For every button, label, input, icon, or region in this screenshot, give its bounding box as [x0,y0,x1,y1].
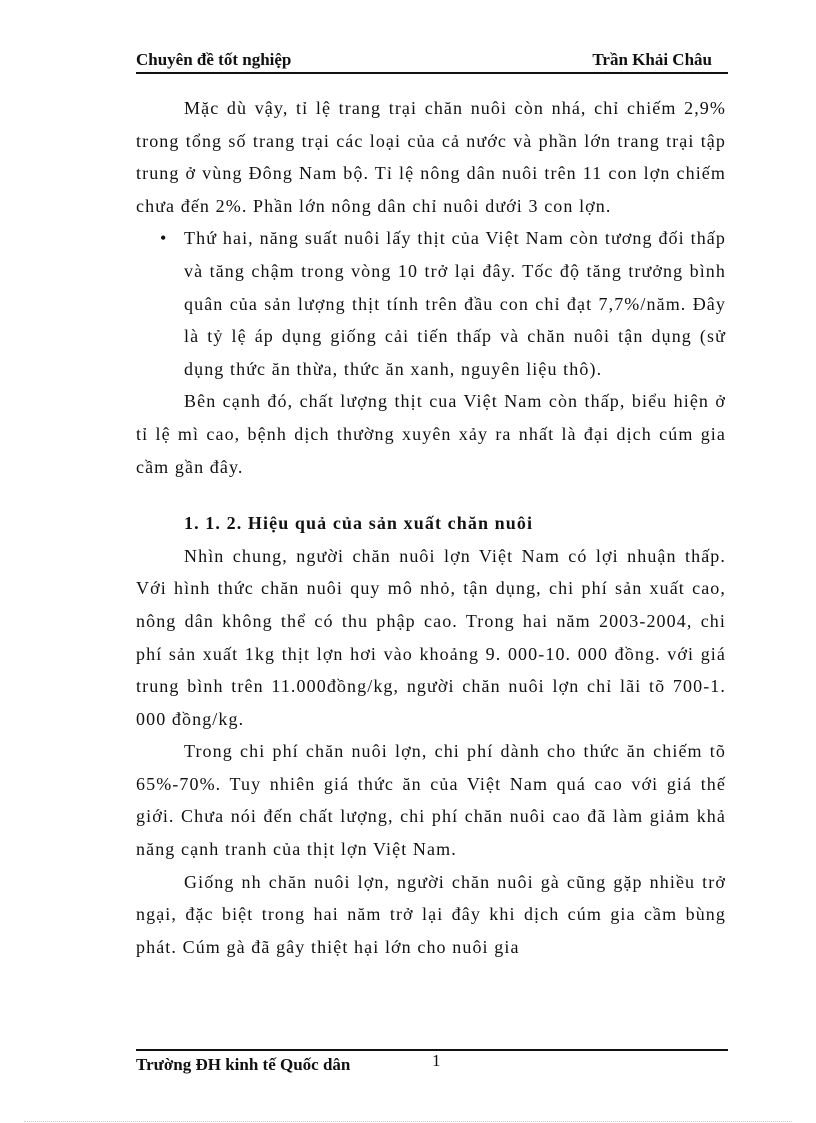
section-heading: 1. 1. 2. Hiệu quả của sản xuất chăn nuôi [184,513,534,534]
footer-institution: Trường ĐH kinh tế Quốc dân [136,1055,351,1074]
header-document-title: Chuyên đề tốt nghiệp [136,50,292,69]
paragraph-4: Trong chi phí chăn nuôi lợn, chi phí dành cho thức ăn chiếm tõ 65%-70%. Tuy nhiên giá thức ăn của Việt Nam quá cao với giá thế giới. Chưa nói đến chất lượng, chi phí chăn nuôi cao đã làm giảm khả năng cạnh tranh của thịt lợn Việt Nam. [136,741,726,860]
header-author-name: Trần Khải Châu [592,50,712,69]
bullet-text: Thứ hai, năng suất nuôi lấy thịt của Việt Nam còn tương đối thấp và tăng chậm trong vòng 10 trở lại đây. Tốc độ tăng trưởng bình quân của sản lượng thịt tính trên đầu con chỉ đạt 7,7%/năm. Đây là tỷ lệ áp dụng giống cải tiến thấp và chăn nuôi tận dụng (sử dụng thức ăn thừa, thức ăn xanh, nguyên liệu thô). [184,228,726,379]
page-number: 1 [432,1051,441,1070]
paragraph-5: Giống nh chăn nuôi lợn, người chăn nuôi gà cũng gặp nhiều trở ngại, đặc biệt trong hai năm trở lại đây khi dịch cúm gia cầm bùng phát. Cúm gà đã gây thiệt hại lớn cho nuôi gia [136,871,726,957]
page-bottom-edge [24,1121,792,1122]
paragraph-1: Mặc dù vậy, tỉ lệ trang trại chăn nuôi còn nhá, chỉ chiếm 2,9% trong tổng số trang trại các loại của cả nước và phần lớn trang trại tập trung ở vùng Đông Nam bộ. Tỉ lệ nông dân nuôi trên 11 con lợn chiếm chưa đến 2%. Phần lớn nông dân chỉ nuôi dưới 3 con lợn. [136,98,726,216]
paragraph-2: Bên cạnh đó, chất lượng thịt cua Việt Nam còn thấp, biểu hiện ở tỉ lệ mì cao, bệnh dịch thường xuyên xảy ra nhất là đại dịch cúm gia cầm gần đây. [136,391,726,477]
bullet-icon: • [160,228,167,249]
bullet-item [136,222,726,385]
body-text [136,92,726,963]
paragraph-3: Nhìn chung, người chăn nuôi lợn Việt Nam có lợi nhuận thấp. Với hình thức chăn nuôi quy mô nhỏ, tận dụng, chi phí sản xuất cao, nông dân không thể có thu phập cao. Trong hai năm 2003-2004, chi phí sản xuất 1kg thịt lợn hơi vào khoảng 9. 000-10. 000 đồng. với giá trung bình trên 11.000đồng/kg, người chăn nuôi lợn chỉ lãi tõ 700-1. 000 đồng/kg. [136,545,726,729]
page-header [136,48,728,74]
